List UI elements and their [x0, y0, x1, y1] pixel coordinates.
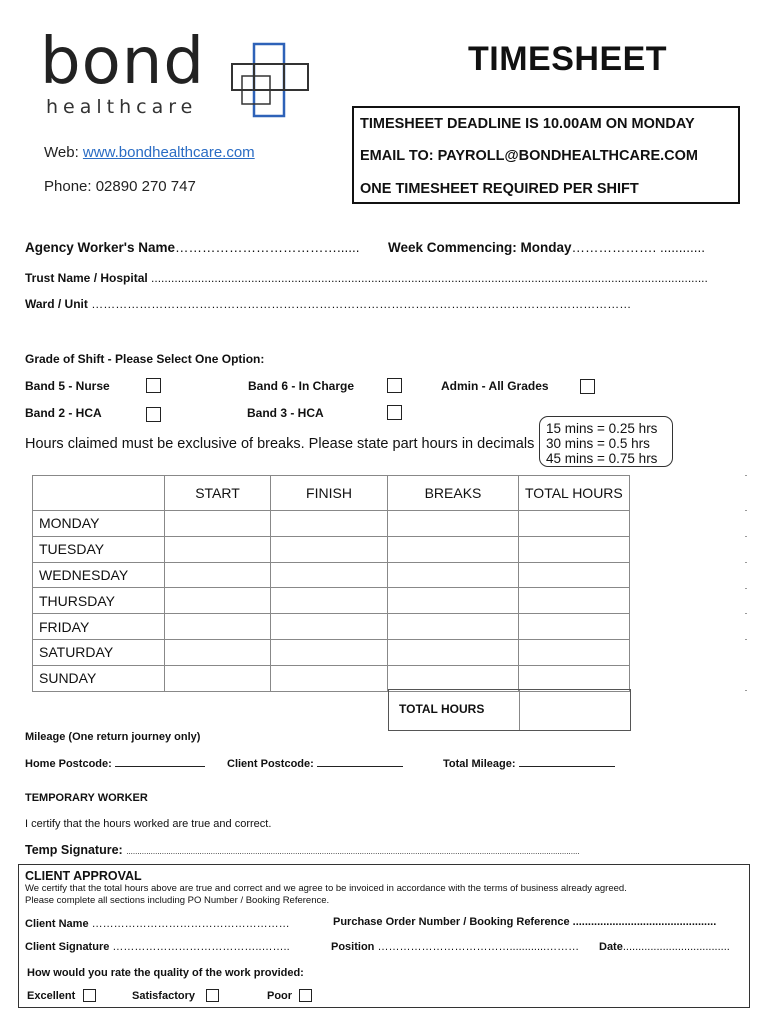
band2-hca-checkbox[interactable]: [146, 407, 161, 422]
start-cell[interactable]: [165, 639, 271, 665]
po-number-label: Purchase Order Number / Booking Reference: [333, 916, 570, 928]
band3-hca-checkbox[interactable]: [387, 405, 402, 420]
grade-option-label: Admin - All Grades: [441, 379, 549, 393]
phone-label: Phone:: [44, 178, 92, 195]
rating-option-label: Excellent: [27, 990, 76, 1002]
excellent-checkbox[interactable]: [83, 989, 96, 1002]
worker-name-label: Agency Worker's Name: [25, 240, 176, 255]
start-cell[interactable]: [165, 511, 271, 537]
worker-name-dots: ………………………………......: [175, 240, 360, 255]
mileage-heading: Mileage (One return journey only): [25, 731, 201, 743]
table-row: [33, 614, 630, 640]
website-label: Web:: [44, 144, 79, 161]
client-postcode-field[interactable]: [227, 756, 403, 770]
breaks-cell[interactable]: [388, 536, 519, 562]
temp-worker-heading: TEMPORARY WORKER: [25, 792, 148, 804]
page-title: TIMESHEET: [468, 40, 668, 78]
position-dots: ………………………………............………: [377, 941, 580, 953]
band5-nurse-checkbox[interactable]: [146, 378, 161, 393]
rating-question: How would you rate the quality of the work provided:: [27, 967, 304, 979]
total-cell[interactable]: [519, 588, 630, 614]
start-cell[interactable]: [165, 536, 271, 562]
column-header-breaks: BREAKS: [388, 476, 519, 511]
po-number-field[interactable]: [333, 916, 716, 928]
ward-unit-field[interactable]: [25, 297, 715, 311]
total-mileage-field[interactable]: [443, 756, 615, 770]
breaks-cell[interactable]: [388, 639, 519, 665]
position-label: Position: [331, 941, 375, 953]
total-mileage-label: Total Mileage:: [443, 758, 516, 770]
day-label: TUESDAY: [33, 536, 165, 562]
rating-option-label: Satisfactory: [132, 990, 195, 1002]
website-link[interactable]: www.bondhealthcare.com: [82, 144, 255, 161]
conversion-line: 30 mins = 0.5 hrs: [546, 436, 650, 451]
hours-instruction: Hours claimed must be exclusive of breaks. Please state part hours in decimals: [25, 436, 535, 452]
client-name-field[interactable]: [25, 918, 290, 930]
shift-requirement-text: ONE TIMESHEET REQUIRED PER SHIFT: [360, 181, 639, 197]
finish-cell[interactable]: [271, 614, 388, 640]
poor-checkbox[interactable]: [299, 989, 312, 1002]
client-name-dots: ………………………………………………: [91, 918, 290, 930]
start-cell[interactable]: [165, 588, 271, 614]
deadline-notice-box: [352, 106, 740, 204]
logo-subtitle: healthcare: [46, 96, 198, 118]
band6-in-charge-checkbox[interactable]: [387, 378, 402, 393]
column-header-total-hours: TOTAL HOURS: [519, 476, 630, 511]
admin-all-grades-checkbox[interactable]: [580, 379, 595, 394]
grade-option-label: Band 6 - In Charge: [248, 379, 355, 393]
home-postcode-line: [115, 756, 205, 767]
client-signature-field[interactable]: [25, 941, 290, 953]
trust-name-label: Trust Name / Hospital: [25, 271, 148, 285]
finish-cell[interactable]: [271, 562, 388, 588]
rating-option-label: Poor: [267, 990, 293, 1002]
table-row: [33, 536, 630, 562]
table-row: [33, 665, 630, 691]
start-cell[interactable]: [165, 562, 271, 588]
client-signature-label: Client Signature: [25, 941, 110, 953]
client-signature-dots: …………………………………..……..: [112, 941, 290, 953]
temp-signature-label: Temp Signature:: [25, 843, 123, 857]
grade-option-label: Band 5 - Nurse: [25, 379, 110, 393]
table-row: [33, 639, 630, 665]
client-name-label: Client Name: [25, 918, 89, 930]
total-cell[interactable]: [519, 562, 630, 588]
phone-row: [44, 178, 196, 195]
table-row: [33, 511, 630, 537]
conversion-box: [539, 416, 673, 467]
temp-signature-field[interactable]: [25, 843, 717, 857]
logo-wordmark: bond: [40, 25, 205, 99]
conversion-line: 15 mins = 0.25 hrs: [546, 421, 658, 436]
temp-certify-text: I certify that the hours worked are true and correct.: [25, 818, 272, 830]
trust-name-field[interactable]: [25, 271, 715, 285]
week-commencing-field[interactable]: [388, 240, 705, 255]
total-cell[interactable]: [519, 511, 630, 537]
grade-heading: Grade of Shift - Please Select One Option:: [25, 352, 265, 366]
total-cell[interactable]: [519, 639, 630, 665]
table-header-row: [33, 476, 630, 511]
breaks-cell[interactable]: [388, 614, 519, 640]
day-label: FRIDAY: [33, 614, 165, 640]
day-label: SUNDAY: [33, 665, 165, 691]
breaks-cell[interactable]: [388, 665, 519, 691]
finish-cell[interactable]: [271, 665, 388, 691]
home-postcode-field[interactable]: [25, 756, 205, 770]
finish-cell[interactable]: [271, 511, 388, 537]
total-cell[interactable]: [519, 665, 630, 691]
total-cell[interactable]: [519, 536, 630, 562]
start-cell[interactable]: [165, 665, 271, 691]
start-cell[interactable]: [165, 614, 271, 640]
hours-table: [32, 475, 630, 692]
client-approval-text: We certify that the total hours above are true and correct and we agree to be invoiced in accordance with the terms of business already agreed.: [25, 883, 627, 894]
client-approval-heading: CLIENT APPROVAL: [25, 869, 142, 883]
client-postcode-line: [317, 756, 403, 767]
home-postcode-label: Home Postcode:: [25, 758, 112, 770]
email-text: EMAIL TO: PAYROLL@BONDHEALTHCARE.COM: [360, 148, 698, 164]
total-cell[interactable]: [519, 614, 630, 640]
ward-unit-dots: ………………………………………………………………………………………………………………………: [91, 297, 632, 311]
conversion-line: 45 mins = 0.75 hrs: [546, 451, 658, 466]
day-label: WEDNESDAY: [33, 562, 165, 588]
column-header-start: START: [165, 476, 271, 511]
total-hours-label: TOTAL HOURS: [399, 702, 485, 716]
total-hours-label-cell: [389, 690, 520, 730]
finish-cell[interactable]: [271, 536, 388, 562]
finish-cell[interactable]: [271, 639, 388, 665]
table-row: [33, 588, 630, 614]
margin-mark: [745, 613, 747, 614]
client-approval-instruction: Please complete all sections including PO Number / Booking Reference.: [25, 895, 330, 906]
table-row: [33, 562, 630, 588]
po-number-dots: ...............................................: [572, 916, 717, 928]
table-corner-cell: [33, 476, 165, 511]
week-commencing-label: Week Commencing: Monday: [388, 240, 572, 255]
client-postcode-label: Client Postcode:: [227, 758, 314, 770]
website-row: [44, 144, 255, 161]
margin-mark: [745, 690, 747, 691]
logo-squares-icon: [228, 40, 312, 120]
total-hours-value-cell[interactable]: [521, 690, 630, 730]
client-approval-box: [18, 864, 750, 1008]
date-dots: ...................................: [622, 941, 730, 953]
satisfactory-checkbox[interactable]: [206, 989, 219, 1002]
date-field[interactable]: [599, 941, 730, 953]
day-label: MONDAY: [33, 511, 165, 537]
grade-option-label: Band 3 - HCA: [247, 406, 324, 420]
margin-mark: [745, 562, 747, 563]
margin-mark: [745, 475, 747, 476]
phone-number: 02890 270 747: [95, 178, 196, 195]
week-commencing-dots: ………………. ............: [571, 240, 706, 255]
breaks-cell[interactable]: [388, 511, 519, 537]
column-header-finish: FINISH: [271, 476, 388, 511]
trust-name-dots: .......................................................................................................................................................................: [151, 271, 708, 285]
margin-mark: [745, 588, 747, 589]
total-mileage-line: [519, 756, 615, 767]
worker-name-field[interactable]: [25, 240, 360, 255]
grade-option-label: Band 2 - HCA: [25, 406, 102, 420]
date-label: Date: [599, 941, 623, 953]
margin-mark: [745, 536, 747, 537]
margin-mark: [745, 639, 747, 640]
margin-mark: [745, 510, 747, 511]
total-hours-box: [388, 689, 631, 731]
day-label: THURSDAY: [33, 588, 165, 614]
temp-signature-dots: ............................................................................................................................................................................................................: [126, 847, 580, 856]
position-field[interactable]: [331, 941, 579, 953]
deadline-text: TIMESHEET DEADLINE IS 10.00AM ON MONDAY: [360, 116, 695, 132]
ward-unit-label: Ward / Unit: [25, 297, 88, 311]
breaks-cell[interactable]: [388, 562, 519, 588]
day-label: SATURDAY: [33, 639, 165, 665]
finish-cell[interactable]: [271, 588, 388, 614]
breaks-cell[interactable]: [388, 588, 519, 614]
